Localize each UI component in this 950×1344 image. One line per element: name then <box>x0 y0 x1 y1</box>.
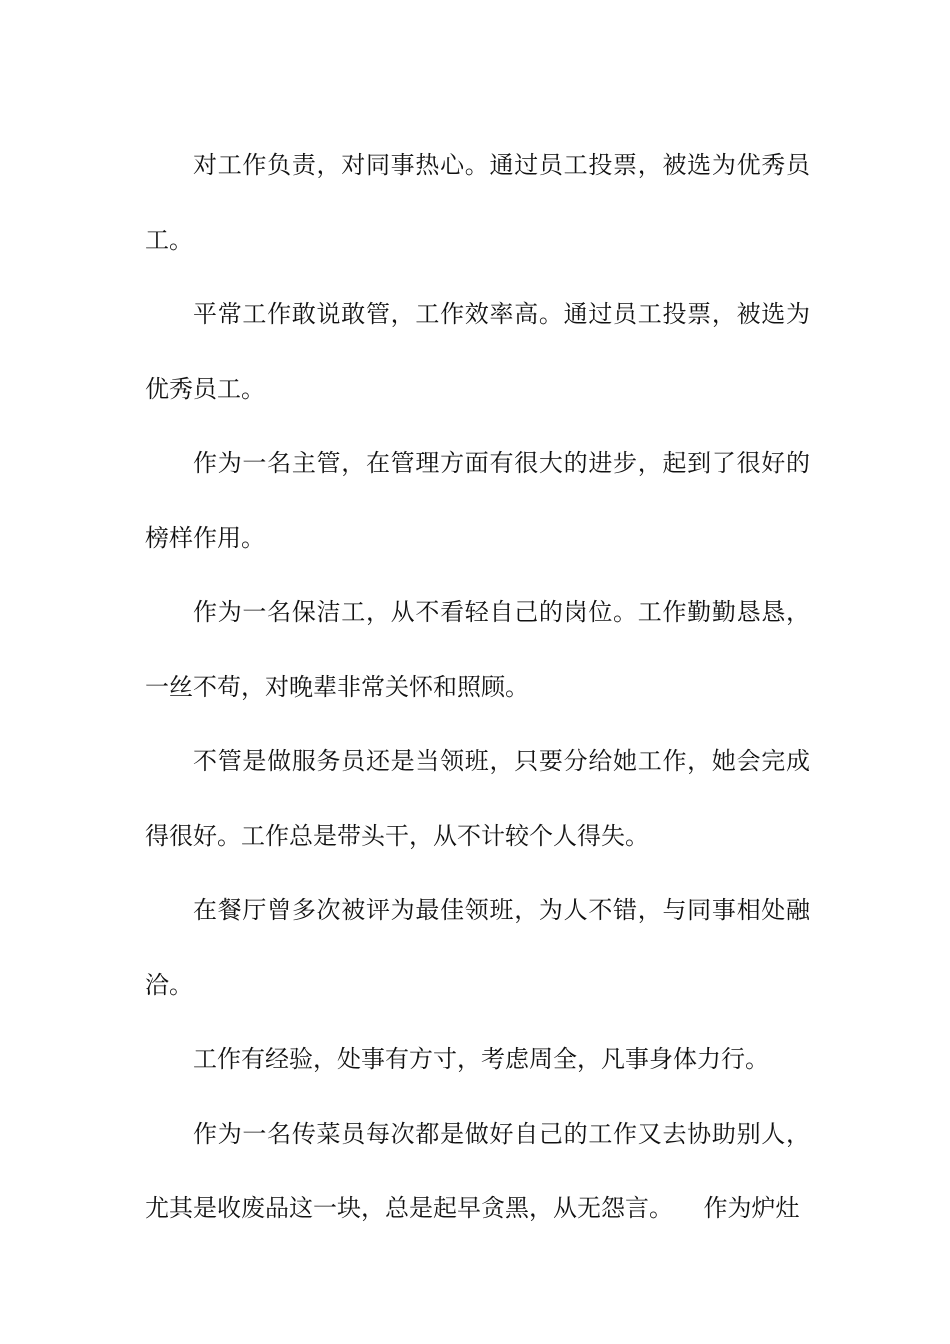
paragraph-6: 在餐厅曾多次被评为最佳领班，为人不错，与同事相处融洽。 <box>145 896 810 999</box>
paragraph-2: 平常工作敢说敢管，工作效率高。通过员工投票，被选为优秀员工。 <box>145 300 810 403</box>
paragraph-4: 作为一名保洁工，从不看轻自己的岗位。工作勤勤恳恳，一丝不苟，对晚辈非常关怀和照顾。 <box>145 598 810 701</box>
paragraph-7: 工作有经验，处事有方寸，考虑周全，凡事身体力行。 <box>193 1045 769 1073</box>
paragraph-1: 对工作负责，对同事热心。通过员工投票，被选为优秀员工。 <box>145 151 810 254</box>
paragraph-3: 作为一名主管，在管理方面有很大的进步，起到了很好的榜样作用。 <box>145 449 810 552</box>
paragraph-8: 作为一名传菜员每次都是做好自己的工作又去协助别人，尤其是收废品这一块，总是起早贪黑，从无怨言。 作为炉灶 <box>145 1119 810 1222</box>
paragraph-5: 不管是做服务员还是当领班，只要分给她工作，她会完成得很好。工作总是带头干，从不计较个人得失。 <box>145 747 810 850</box>
document-body <box>145 128 810 1246</box>
